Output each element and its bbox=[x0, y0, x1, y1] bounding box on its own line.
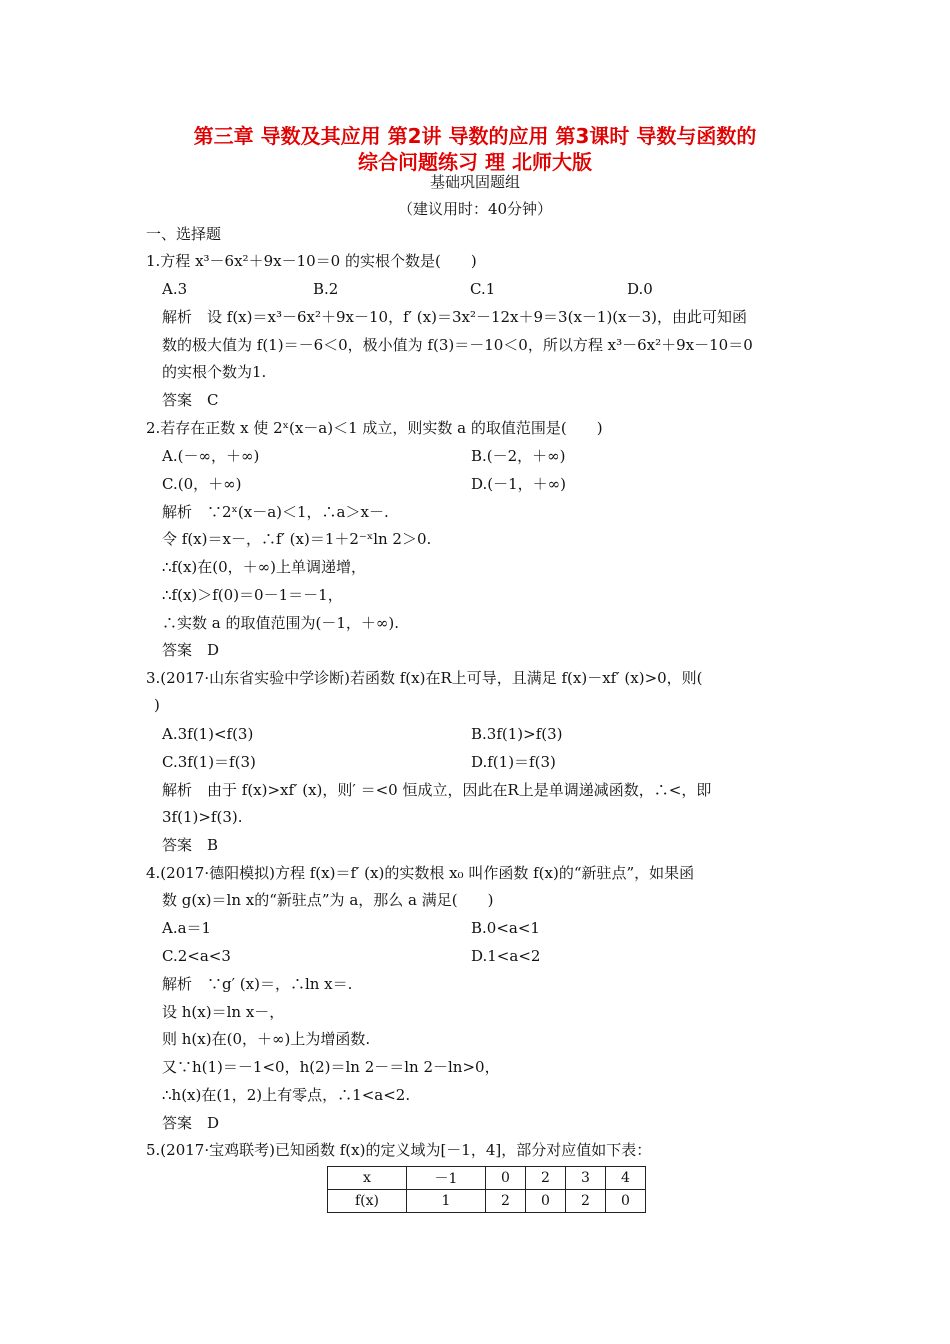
table-cell: 0 bbox=[486, 1167, 526, 1190]
q3-option-a: A.3f(1)<f(3) bbox=[162, 725, 254, 743]
q4-analysis-5: ∴h(x)在(1，2)上有零点，∴1<a<2. bbox=[162, 1086, 411, 1104]
q4-stem-1: 4.(2017·德阳模拟)方程 f(x)＝f′ (x)的实数根 x₀ 叫作函数 f(x)的“新驻点”，如果函 bbox=[146, 864, 695, 882]
q2-analysis-3: ∴f(x)在(0，＋∞)上单调递增， bbox=[162, 558, 367, 576]
table-cell: f(x) bbox=[328, 1190, 407, 1213]
q3-option-c: C.3f(1)＝f(3) bbox=[162, 753, 256, 771]
q3-stem-1: 3.(2017·山东省实验中学诊断)若函数 f(x)在R上可导，且满足 f(x)－xf′ (x)>0，则( bbox=[146, 669, 703, 687]
q4-option-b: B.0<a<1 bbox=[471, 919, 540, 937]
q1-option-b: B.2 bbox=[313, 280, 339, 298]
table-cell: 0 bbox=[526, 1190, 566, 1213]
q2-analysis-2: 令 f(x)＝x－，∴f′ (x)＝1＋2⁻ˣln 2＞0. bbox=[162, 530, 432, 548]
q3-answer: 答案 B bbox=[162, 836, 219, 854]
table-cell: 2 bbox=[566, 1190, 606, 1213]
q2-analysis-5: ∴实数 a 的取值范围为(－1，＋∞). bbox=[162, 614, 399, 632]
q4-option-c: C.2<a<3 bbox=[162, 947, 231, 965]
table-cell: x bbox=[328, 1167, 407, 1190]
q1-analysis-1: 解析 设 f(x)＝x³－6x²＋9x－10，f′ (x)＝3x²－12x＋9＝3(x－1)(x－3)，由此可知函 bbox=[162, 308, 748, 326]
q2-option-d: D.(－1，＋∞) bbox=[471, 475, 567, 493]
subtitle: 基础巩固题组 bbox=[429, 173, 520, 191]
q2-option-a: A.(－∞，＋∞) bbox=[162, 447, 260, 465]
q1-option-a: A.3 bbox=[162, 280, 188, 298]
q4-stem-2: 数 g(x)＝ln x的“新驻点”为 a，那么 a 满足( ) bbox=[162, 891, 494, 909]
q4-analysis-3: 则 h(x)在(0，＋∞)上为增函数. bbox=[162, 1030, 371, 1048]
q4-option-a: A.a＝1 bbox=[162, 919, 212, 937]
time-note: （建议用时：40分钟） bbox=[397, 200, 553, 218]
q3-option-d: D.f(1)＝f(3) bbox=[471, 753, 556, 771]
q4-analysis-1: 解析 ∵g′ (x)＝，∴ln x＝. bbox=[162, 975, 353, 993]
table-cell: 2 bbox=[486, 1190, 526, 1213]
q2-analysis-4: ∴f(x)＞f(0)＝0－1＝－1， bbox=[162, 586, 343, 604]
section-heading: 一、选择题 bbox=[146, 225, 222, 243]
table-cell: －1 bbox=[407, 1167, 486, 1190]
value-table bbox=[327, 1166, 646, 1213]
q4-analysis-2: 设 h(x)＝ln x－， bbox=[162, 1003, 285, 1021]
q2-answer: 答案 D bbox=[162, 641, 220, 659]
q2-option-b: B.(－2，＋∞) bbox=[471, 447, 566, 465]
q1-option-c: C.1 bbox=[470, 280, 496, 298]
page-title-line-2: 综合问题练习 理 北师大版 bbox=[358, 150, 592, 174]
q2-option-c: C.(0，＋∞) bbox=[162, 475, 242, 493]
q1-analysis-3: 的实根个数为1. bbox=[162, 363, 267, 381]
q2-stem: 2.若存在正数 x 使 2ˣ(x－a)＜1 成立，则实数 a 的取值范围是( ) bbox=[146, 419, 603, 437]
table-cell: 3 bbox=[566, 1167, 606, 1190]
table-row bbox=[328, 1190, 646, 1213]
q1-answer: 答案 C bbox=[162, 391, 219, 409]
q5-stem: 5.(2017·宝鸡联考)已知函数 f(x)的定义域为[－1，4]，部分对应值如下表： bbox=[146, 1141, 652, 1159]
table-cell: 1 bbox=[407, 1190, 486, 1213]
q3-option-b: B.3f(1)>f(3) bbox=[471, 725, 563, 743]
q4-option-d: D.1<a<2 bbox=[471, 947, 541, 965]
q3-stem-2: ) bbox=[154, 696, 160, 714]
table-cell: 4 bbox=[606, 1167, 646, 1190]
table-cell: 2 bbox=[526, 1167, 566, 1190]
q3-analysis-2: 3f(1)>f(3). bbox=[162, 808, 243, 826]
q2-analysis-1: 解析 ∵2ˣ(x－a)＜1，∴a＞x－. bbox=[162, 503, 389, 521]
table-row bbox=[328, 1167, 646, 1190]
q1-stem: 1.方程 x³－6x²＋9x－10＝0 的实根个数是( ) bbox=[146, 252, 477, 270]
page-title-line-1: 第三章 导数及其应用 第2讲 导数的应用 第3课时 导数与函数的 bbox=[193, 124, 757, 148]
q4-analysis-4: 又∵h(1)＝－1<0，h(2)＝ln 2－＝ln 2－ln>0， bbox=[162, 1058, 500, 1076]
q3-analysis-1: 解析 由于 f(x)>xf′ (x)，则′ ＝<0 恒成立，因此在R上是单调递减函数，∴<，即 bbox=[162, 781, 712, 799]
q1-analysis-2: 数的极大值为 f(1)＝－6＜0，极小值为 f(3)＝－10＜0，所以方程 x³－6x²＋9x－10＝0 bbox=[162, 336, 753, 354]
table-cell: 0 bbox=[606, 1190, 646, 1213]
q4-answer: 答案 D bbox=[162, 1114, 220, 1132]
q1-option-d: D.0 bbox=[627, 280, 653, 298]
